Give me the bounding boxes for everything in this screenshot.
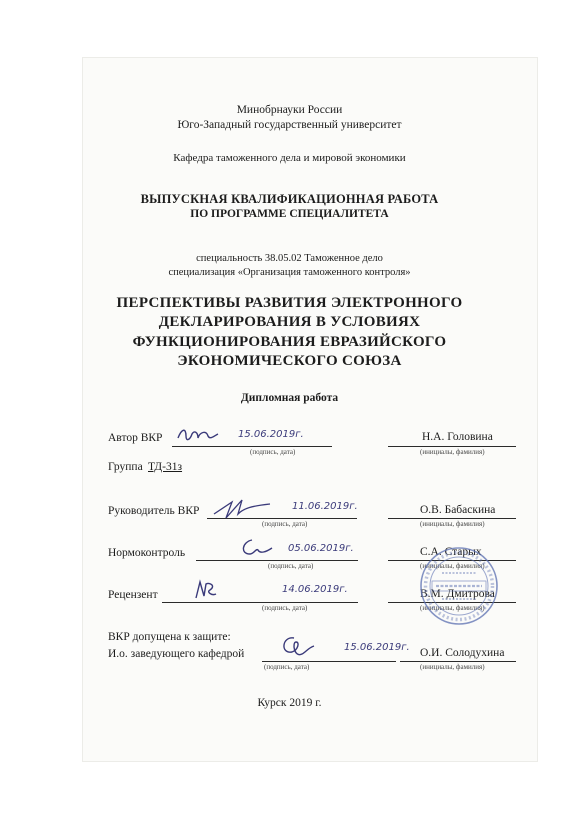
author-name-hint: (инициалы, фамилия) [420,448,485,456]
specialization: специализация «Организация таможенного контроля» [168,267,411,278]
department-name: Кафедра таможенного дела и мировой экономики [173,152,406,164]
normcontrol-name-hint: (инициалы, фамилия) [420,562,485,570]
work-subtitle: ПО ПРОГРАММЕ СПЕЦИАЛИТЕТА [190,208,389,220]
normcontrol-signature [238,536,274,560]
group-label: Группа [108,461,143,473]
author-signature [176,424,220,446]
reviewer-sign-line [162,602,358,603]
head-label: И.о. заведующего кафедрой [108,648,245,660]
head-sign-hint: (подпись, дата) [264,663,310,671]
author-name-line [388,446,516,447]
head-name: О.И. Солодухина [420,647,505,659]
reviewer-date: 14.06.2019г. [282,584,348,595]
head-signature [276,632,316,662]
normcontrol-date: 05.06.2019г. [288,543,354,554]
author-date: 15.06.2019г. [238,429,304,440]
head-name-line [400,661,516,662]
work-type: Дипломная работа [240,392,339,404]
theme-line-4: ЭКОНОМИЧЕСКОГО СОЮЗА [177,353,402,369]
normcontrol-sign-line [196,560,358,561]
university-name: Юго-Западный государственный университет [177,119,402,131]
reviewer-signature [190,578,218,602]
reviewer-name: В.М. Дмитрова [420,588,495,600]
normcontrol-name: С.А. Старых [420,546,482,558]
admitted-label: ВКР допущена к защите: [108,631,231,643]
normcontrol-sign-hint: (подпись, дата) [268,562,314,570]
reviewer-name-hint: (инициалы, фамилия) [420,604,485,612]
supervisor-label: Руководитель ВКР [108,505,200,517]
theme-line-1: ПЕРСПЕКТИВЫ РАЗВИТИЯ ЭЛЕКТРОННОГО [116,295,463,311]
head-name-hint: (инициалы, фамилия) [420,663,485,671]
ministry-name: Минобрнауки России [236,104,343,116]
supervisor-sign-hint: (подпись, дата) [262,520,308,528]
supervisor-signature [212,496,272,522]
university-stamp [418,545,500,632]
reviewer-label: Рецензент [108,589,158,601]
supervisor-date: 11.06.2019г. [292,501,358,512]
city-year: Курск 2019 г. [257,697,322,709]
supervisor-name-line [388,518,516,519]
author-sign-hint: (подпись, дата) [250,448,296,456]
reviewer-sign-hint: (подпись, дата) [262,604,308,612]
author-label: Автор ВКР [108,432,163,444]
group-value: ТД-31з [148,461,183,473]
supervisor-name-hint: (инициалы, фамилия) [420,520,485,528]
theme-line-3: ФУНКЦИОНИРОВАНИЯ ЕВРАЗИЙСКОГО [132,334,447,350]
author-name: Н.А. Головина [422,431,493,443]
normcontrol-label: Нормоконтроль [108,547,186,559]
supervisor-name: О.В. Бабаскина [420,504,496,516]
head-date: 15.06.2019г. [344,642,410,653]
work-title: ВЫПУСКНАЯ КВАЛИФИКАЦИОННАЯ РАБОТА [140,192,439,206]
specialty: специальность 38.05.02 Таможенное дело [196,253,383,264]
theme-line-2: ДЕКЛАРИРОВАНИЯ В УСЛОВИЯХ [158,314,421,330]
author-sign-line [172,446,332,447]
